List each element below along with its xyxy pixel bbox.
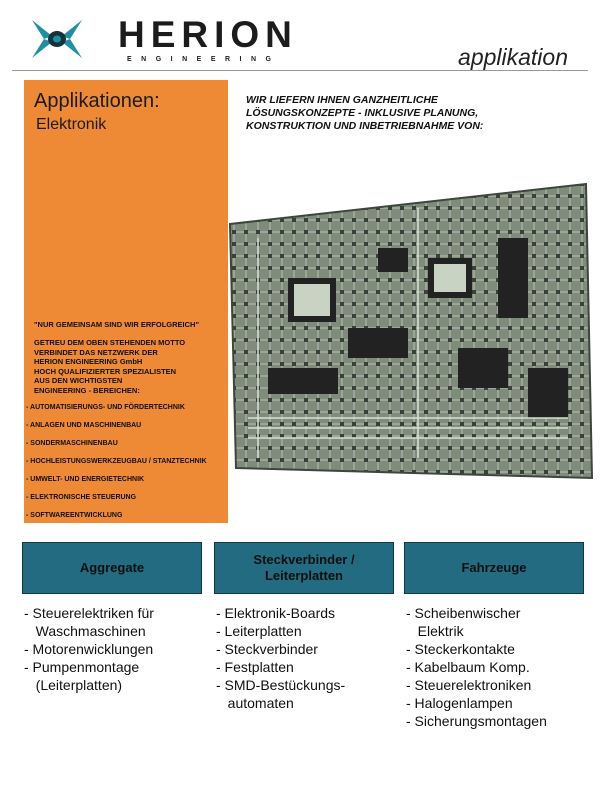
brand-name: HERION xyxy=(118,14,298,55)
motto-line: ENGINEERING - BEREICHEN: xyxy=(34,385,140,395)
category-title: Leiterplatten xyxy=(264,568,343,583)
engineering-fields-list xyxy=(26,403,207,529)
steckverbinder-list xyxy=(216,604,345,712)
list-item: - Pumpenmontage xyxy=(24,659,140,675)
herion-logo xyxy=(22,12,322,64)
category-steckverbinder xyxy=(214,542,394,594)
list-item: - Scheibenwischer xyxy=(406,605,521,621)
headline-line: LÖSUNGSKONZEPTE - INKLUSIVE PLANUNG, xyxy=(246,107,479,119)
list-item: - Elektronik-Boards xyxy=(216,605,336,621)
panel-title: Applikationen: xyxy=(34,90,160,112)
category-title: Aggregate xyxy=(79,560,145,575)
list-item: - Festplatten xyxy=(216,659,294,675)
list-item: - ELEKTRONISCHE STEUERUNG xyxy=(26,494,137,501)
motto-line: VERBINDET DAS NETZWERK DER xyxy=(34,347,158,357)
section-tag: applikation xyxy=(458,44,568,70)
motto-line: AUS DEN WICHTIGSTEN xyxy=(34,376,123,386)
list-item: - Steuerelektroniken xyxy=(406,677,532,693)
category-aggregate xyxy=(22,542,202,594)
list-item: - SONDERMASCHINENBAU xyxy=(26,440,118,447)
headline-line: WIR LIEFERN IHNEN GANZHEITLICHE xyxy=(246,94,438,106)
applications-panel xyxy=(24,80,228,523)
motto: "NUR GEMEINSAM SIND WIR ERFOLGREICH" xyxy=(34,320,200,329)
list-item: Elektrik xyxy=(406,623,464,639)
category-title: Steckverbinder / xyxy=(253,552,355,567)
panel-subtitle: Elektronik xyxy=(36,116,107,133)
list-item: - Steuerelektriken für xyxy=(24,605,154,621)
list-item: - ANLAGEN UND MASCHINENBAU xyxy=(26,422,142,429)
headline-line: KONSTRUKTION UND INBETRIEBNAHME VON: xyxy=(246,120,484,132)
list-item: - Leiterplatten xyxy=(216,623,302,639)
list-item: Waschmaschinen xyxy=(24,623,146,639)
list-item: - HOCHLEISTUNGSWERKZEUGBAU / STANZTECHNIK xyxy=(26,458,207,465)
circuit-board-image xyxy=(228,178,594,490)
list-item: - Halogenlampen xyxy=(406,695,513,711)
list-item: - Sicherungsmontagen xyxy=(406,713,547,729)
list-item: (Leiterplatten) xyxy=(24,677,123,693)
category-fahrzeuge xyxy=(404,542,584,594)
herion-x-logo-icon xyxy=(30,16,84,62)
aggregate-list xyxy=(24,604,154,694)
list-item: - Steckerkontakte xyxy=(406,641,515,657)
list-item: - UMWELT- UND ENERGIETECHNIK xyxy=(26,476,145,483)
list-item: - Motorenwicklungen xyxy=(24,641,154,657)
brand-subname: ENGINEERING xyxy=(127,56,281,63)
list-item: - Kabelbaum Komp. xyxy=(406,659,530,675)
motto-line: GETREU DEM OBEN STEHENDEN MOTTO xyxy=(34,338,186,347)
list-item: - Steckverbinder xyxy=(216,641,318,657)
category-title: Fahrzeuge xyxy=(461,560,527,575)
motto-line: HOCH QUALIFIZIERTER SPEZIALISTEN xyxy=(34,366,177,376)
header-divider xyxy=(12,70,588,71)
list-item: - AUTOMATISIERUNGS- UND FÖRDERTECHNIK xyxy=(26,404,185,411)
fahrzeuge-list xyxy=(406,604,547,730)
list-item: automaten xyxy=(216,695,294,711)
motto-text xyxy=(34,338,234,396)
headline xyxy=(246,94,566,133)
motto-line: HERION ENGINEERING GmbH xyxy=(34,357,143,367)
list-item: - SMD-Bestückungs- xyxy=(216,677,346,693)
list-item: - SOFTWAREENTWICKLUNG xyxy=(26,512,123,519)
